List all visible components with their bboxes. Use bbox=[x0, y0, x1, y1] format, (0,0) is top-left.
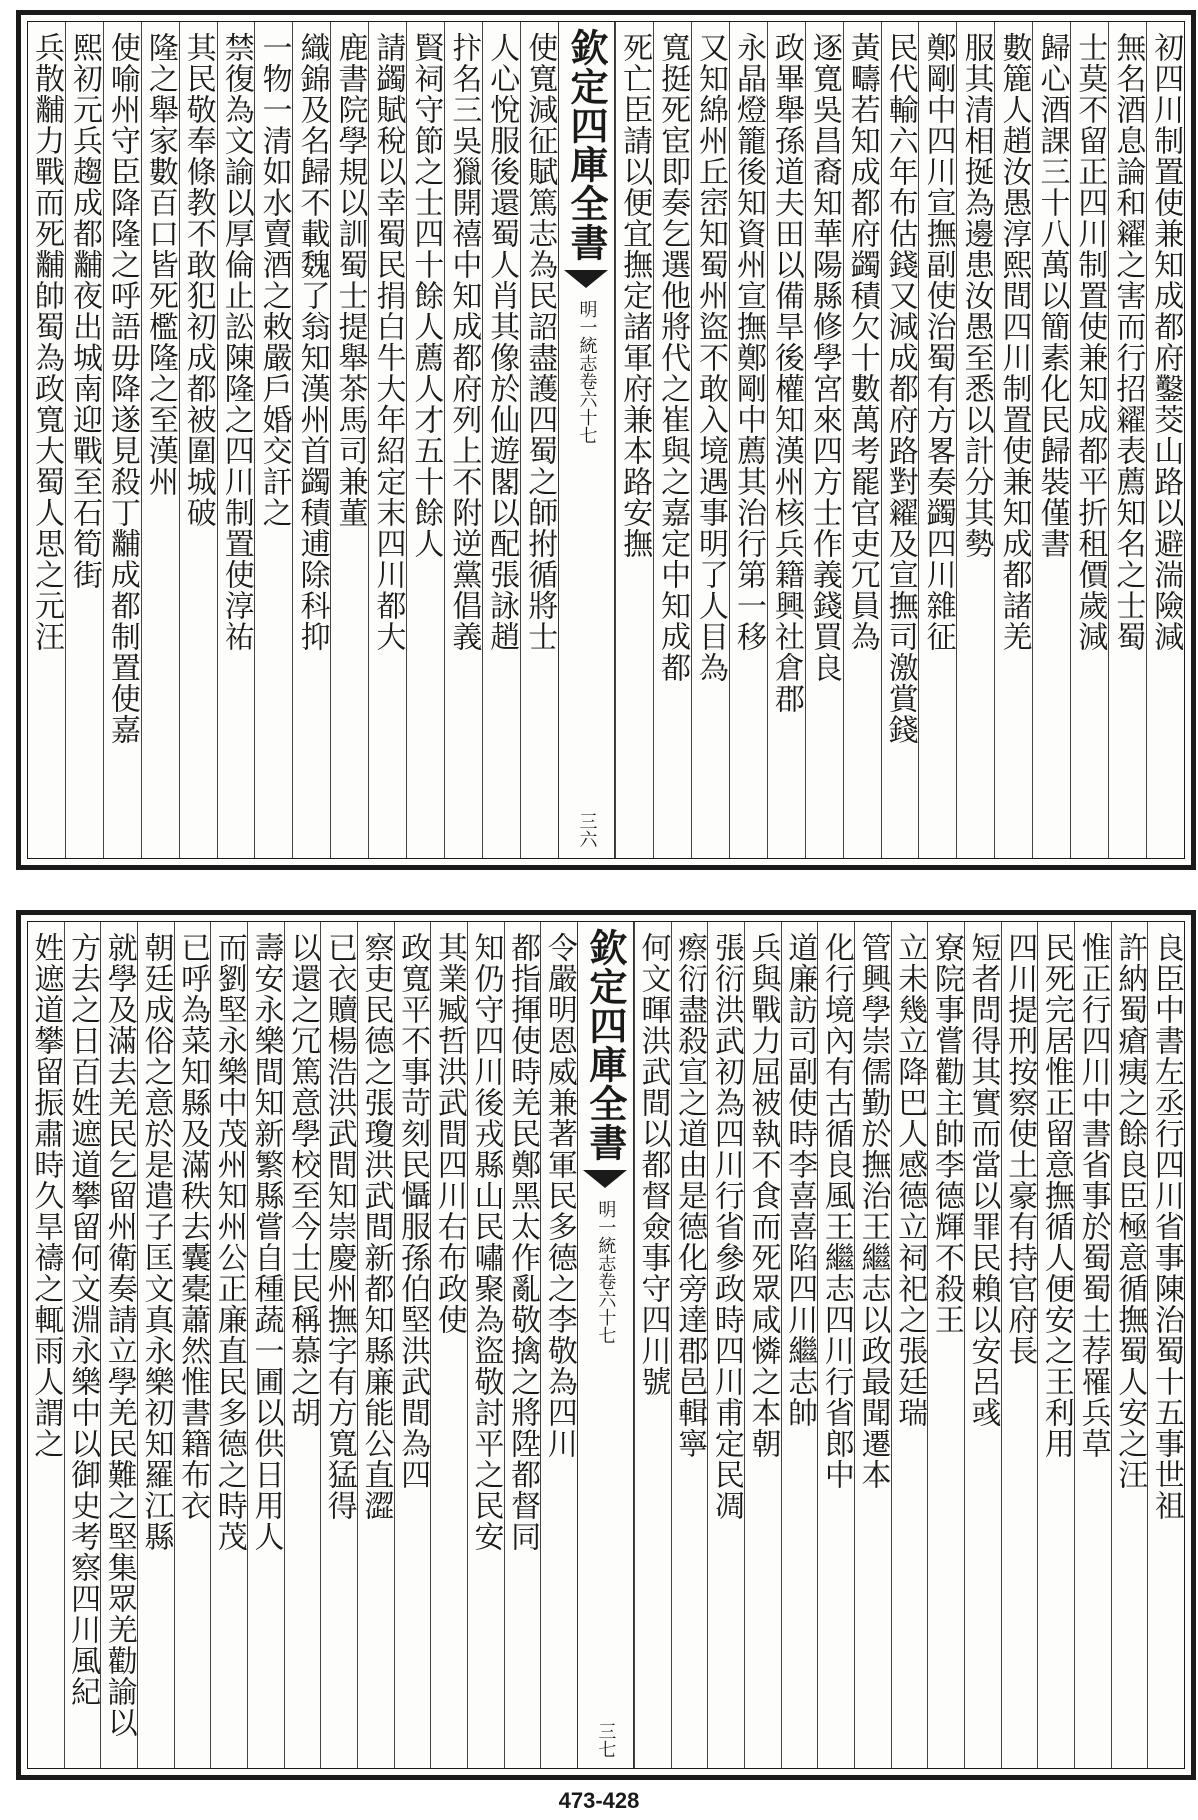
column-text: 何文暉洪武間以都督僉事守四川號 bbox=[635, 932, 671, 1397]
column-text: 請蠲賦稅以幸蜀民捐白牛大年紹定末四川都大 bbox=[370, 32, 406, 652]
column-text: 鄭剛中四川宣撫副使治蜀有方畧奏蠲四川雜征 bbox=[920, 32, 956, 652]
text-column bbox=[1147, 922, 1184, 1768]
column-text: 管興學崇儒勤於撫治王繼志以政最聞遷本 bbox=[855, 932, 891, 1490]
text-column bbox=[843, 22, 881, 858]
column-text: 而劉堅永樂中茂州知州公正廉直民多德之時茂 bbox=[211, 932, 247, 1552]
column-text: 服其清相挻為邊患汝愚至悉以計分其勢 bbox=[958, 32, 994, 559]
text-column bbox=[956, 22, 994, 858]
text-column bbox=[210, 922, 247, 1768]
text-column bbox=[767, 22, 805, 858]
text-column bbox=[28, 922, 64, 1768]
text-column bbox=[28, 22, 65, 858]
bottom-folio bbox=[16, 910, 1196, 1780]
text-column bbox=[1070, 22, 1108, 858]
column-text: 數簏人趙汝愚淳熙間四川制置使兼知成都諸羌 bbox=[996, 32, 1032, 652]
folio-number: 三六 bbox=[576, 812, 598, 848]
column-text: 死亡臣請以便宜撫定諸軍府兼本路安撫 bbox=[617, 32, 653, 559]
column-text: 民死完居惟正留意撫循人便安之王利用 bbox=[1038, 932, 1074, 1459]
column-text: 許納蜀瘡痍之餘良臣極意循撫蜀人安之汪 bbox=[1112, 932, 1148, 1490]
text-column bbox=[103, 22, 141, 858]
text-column bbox=[179, 22, 217, 858]
column-text: 短者問得其實而當以罪民賴以安呂彧 bbox=[965, 932, 1001, 1428]
text-column bbox=[430, 922, 467, 1768]
column-text: 民代輸六年布估錢又減成都府路對糴及宣撫司激賞錢 bbox=[882, 32, 918, 745]
text-column bbox=[964, 922, 1001, 1768]
text-column bbox=[1111, 922, 1148, 1768]
text-column bbox=[1074, 922, 1111, 1768]
column-text: 黃疇若知成都府蠲積欠十數萬考罷官吏冗員為 bbox=[844, 32, 880, 652]
text-column bbox=[634, 922, 671, 1768]
column-text: 政寬平不事苛刻民懾服孫伯堅洪武間為四 bbox=[395, 932, 431, 1490]
text-column bbox=[653, 22, 691, 858]
text-column bbox=[254, 22, 292, 858]
text-column bbox=[137, 922, 174, 1768]
column-text: 士莫不留正四川制置使兼知成都平折租價歲減 bbox=[1072, 32, 1108, 652]
column-text: 織錦及名歸不載魏了翁知漢州首蠲積逋除科抑 bbox=[294, 32, 330, 652]
center-gutter bbox=[558, 22, 615, 858]
text-column bbox=[217, 22, 255, 858]
text-column bbox=[247, 922, 284, 1768]
column-text: 就學及滿去羌民乞留州衛奏請立學羌民難之堅集眾羌勸諭以 bbox=[101, 932, 137, 1738]
column-text: 寬挺死宦即奏乞選他將代之崔與之嘉定中知成都 bbox=[655, 32, 691, 683]
text-column bbox=[467, 922, 504, 1768]
column-text: 以還之冗篤意學校至今士民稱慕之胡 bbox=[285, 932, 321, 1428]
column-text: 張衍洪武初為四川行省參政時四川甫定民凋 bbox=[708, 932, 744, 1521]
text-column bbox=[320, 922, 357, 1768]
column-text: 瘵衍盡殺宣之道由是德化旁達郡邑輯寧 bbox=[672, 932, 708, 1459]
column-text: 道廉訪司副使時李喜喜陷四川繼志帥 bbox=[782, 932, 818, 1428]
column-text: 政畢舉孫道夫田以備旱後權知漢州核兵籍興社倉郡 bbox=[768, 32, 804, 714]
column-text: 朝廷成俗之意於是遣子匡文真永樂初知羅江縣 bbox=[138, 932, 174, 1552]
column-text: 使寬減征賦篤志為民詔盡護四蜀之師拊循將士 bbox=[522, 32, 558, 652]
column-text: 抃名三吳獵開禧中知成都府列上不附逆黨倡義 bbox=[446, 32, 482, 652]
column-text: 隆之舉家數百口皆死檻隆之至漢州 bbox=[142, 32, 178, 497]
text-column bbox=[805, 22, 843, 858]
column-text: 初四川制置使兼知成都府鑿茭山路以避湍險減 bbox=[1148, 32, 1184, 652]
page-number: 473-428 bbox=[558, 1788, 640, 1813]
column-text: 已衣贖楊浩洪武間知崇慶州撫字有方寬猛得 bbox=[321, 932, 357, 1521]
column-text: 壽安永樂間知新繁縣嘗自種蔬一圃以供日用人 bbox=[248, 932, 284, 1552]
text-column bbox=[891, 922, 928, 1768]
column-text: 兵散黼力戰而死黼帥蜀為政寬大蜀人思之元汪 bbox=[29, 32, 65, 652]
text-column bbox=[394, 922, 431, 1768]
text-column bbox=[854, 922, 891, 1768]
text-column bbox=[65, 22, 103, 858]
text-column bbox=[1146, 22, 1184, 858]
column-text: 賢祠守節之士四十餘人薦人才五十餘人 bbox=[408, 32, 444, 559]
text-column bbox=[100, 922, 137, 1768]
column-text: 令嚴明恩威兼著軍民多德之李敬為四川 bbox=[541, 932, 577, 1459]
column-text: 人心悅服後還蜀人肖其像於仙遊閣以配張詠趙 bbox=[484, 32, 520, 652]
text-column bbox=[357, 922, 394, 1768]
column-text: 方去之日百姓遮道攀留何文淵永樂中以御史考察四川風紀 bbox=[65, 932, 101, 1707]
text-column bbox=[520, 22, 558, 858]
text-column bbox=[284, 922, 321, 1768]
text-column bbox=[927, 922, 964, 1768]
column-text: 察吏民德之張瓊洪武間新都知縣廉能公直澀 bbox=[358, 932, 394, 1521]
text-column bbox=[64, 922, 101, 1768]
text-column bbox=[994, 22, 1032, 858]
text-column bbox=[691, 22, 729, 858]
column-text: 使喻州守臣降隆之呼語毋降遂見殺丁黼成都制置使嘉 bbox=[104, 32, 140, 745]
text-column bbox=[330, 22, 368, 858]
text-column bbox=[406, 22, 444, 858]
top-text-frame bbox=[27, 21, 1185, 859]
column-text: 熙初元兵趨成都黼夜出城南迎戰至石筍街 bbox=[66, 32, 102, 590]
center-gutter bbox=[577, 922, 634, 1768]
column-text: 歸心酒課三十八萬以簡素化民歸裝僅書 bbox=[1034, 32, 1070, 559]
column-text: 立未幾立降巴人感德立祠祀之張廷瑞 bbox=[892, 932, 928, 1428]
text-column bbox=[292, 22, 330, 858]
column-text: 化行境內有古循良風王繼志四川行省郎中 bbox=[818, 932, 854, 1490]
text-column bbox=[918, 22, 956, 858]
text-column bbox=[817, 922, 854, 1768]
text-column bbox=[1001, 922, 1038, 1768]
column-text: 姓遮道攀留振肅時久旱禱之輒雨人謂之 bbox=[28, 932, 64, 1459]
text-column bbox=[482, 22, 520, 858]
text-column bbox=[141, 22, 179, 858]
column-text: 知仍守四川後戎縣山民嘯聚為盜敬討平之民安 bbox=[468, 932, 504, 1552]
column-text: 逐寬吳昌裔知華陽縣修學宮來四方士作義錢買良 bbox=[806, 32, 842, 683]
text-column bbox=[615, 22, 653, 858]
column-text: 鹿書院學規以訓蜀士提舉茶馬司兼董 bbox=[332, 32, 368, 528]
column-text: 又知綿州丘崈知蜀州盜不敢入境遇事明了人目為 bbox=[693, 32, 729, 683]
folio-number: 三七 bbox=[595, 1722, 617, 1758]
text-column bbox=[1108, 22, 1146, 858]
text-column bbox=[540, 922, 577, 1768]
text-column bbox=[781, 922, 818, 1768]
column-text: 一物一清如水賣酒之敕嚴戶婚交訐之 bbox=[256, 32, 292, 528]
column-text: 惟正行四川中書省事於蜀蜀土荐罹兵草 bbox=[1075, 932, 1111, 1459]
column-text: 寮院事嘗勸主帥李德輝不殺王 bbox=[928, 932, 964, 1335]
volume-label: 明一統志卷六十七 bbox=[595, 1200, 617, 1344]
text-column bbox=[174, 922, 211, 1768]
column-text: 都指揮使時羌民鄭黑太作亂敬擒之將陞都督同 bbox=[505, 932, 541, 1552]
column-text: 已呼為菜知縣及滿秩去囊橐蕭然惟書籍布衣 bbox=[175, 932, 211, 1521]
text-column bbox=[671, 922, 708, 1768]
bottom-text-frame bbox=[27, 921, 1185, 1769]
text-column bbox=[744, 922, 781, 1768]
text-column bbox=[444, 22, 482, 858]
text-column bbox=[707, 922, 744, 1768]
column-text: 其民敬奉條教不敢犯初成都被圍城破 bbox=[180, 32, 216, 528]
book-title: 欽定四庫全書 bbox=[582, 928, 628, 1162]
column-text: 四川提刑按察使土豪有持官府長 bbox=[1002, 932, 1038, 1366]
text-column bbox=[504, 922, 541, 1768]
column-text: 良臣中書左丞行四川省事陳治蜀十五事世祖 bbox=[1148, 932, 1184, 1521]
book-title: 欽定四庫全書 bbox=[563, 28, 609, 262]
column-text: 兵與戰力屈被執不食而死眾咸憐之本朝 bbox=[745, 932, 781, 1459]
text-column bbox=[1032, 22, 1070, 858]
column-text: 其業臧哲洪武間四川右布政使 bbox=[431, 932, 467, 1335]
top-folio bbox=[16, 10, 1196, 870]
fish-tail-mark bbox=[564, 270, 608, 288]
text-column bbox=[881, 22, 919, 858]
volume-label: 明一統志卷六十七 bbox=[576, 300, 598, 444]
text-column bbox=[1037, 922, 1074, 1768]
column-text: 永晶燈籠後知資州宣撫鄭剛中薦其治行第一移 bbox=[730, 32, 766, 652]
text-column bbox=[368, 22, 406, 858]
text-column bbox=[729, 22, 767, 858]
column-text: 無名酒息論和糴之害而行招糴表薦知名之士蜀 bbox=[1110, 32, 1146, 652]
fish-tail-mark bbox=[583, 1170, 627, 1188]
column-text: 禁復為文諭以厚倫止訟陳隆之四川制置使淳祐 bbox=[218, 32, 254, 652]
